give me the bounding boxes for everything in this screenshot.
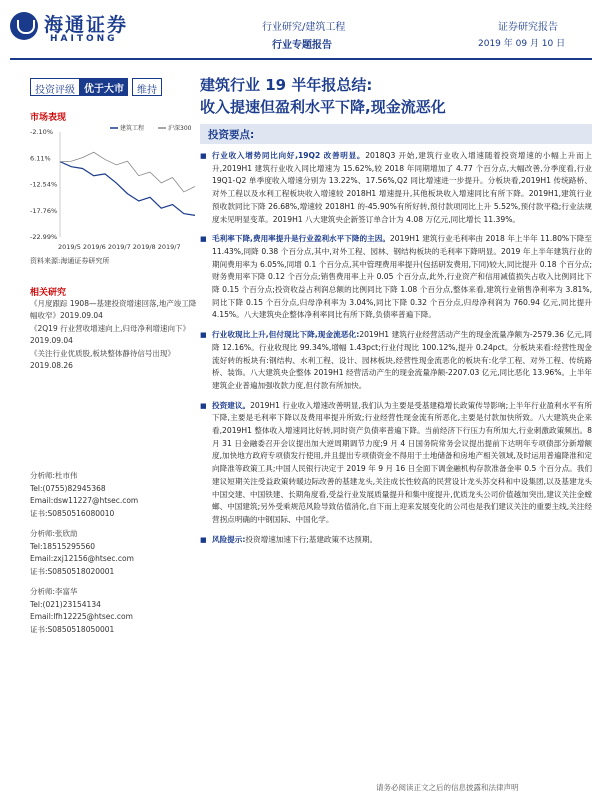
report-title-line2: 收入提速但盈利水平下降,现金流恶化 (200, 98, 446, 116)
report-category: 行业研究/建筑工程 (262, 22, 346, 33)
analyst-cert: 证书:S0850516080010 (30, 508, 115, 518)
analyst-email[interactable]: Email:zxj12156@htsec.com (30, 554, 134, 563)
keypoint-text: 2019H1 建筑行业毛利率由 2018 年上半年 11.80%下降至 11.43%,同降 0.38 个百分点,其中,对外工程、园林、钢结构板块的毛利率下降明显。2019 年上半年建筑行业的期间费用率为 6.05%,同增 0.1 个百分点,其中管理费用率提升(包括研发费用,下同)较大,同比提升 0.18 个百分点;财务费用率下降 0.12 个百分点;销售费用率上升 0.05 个百分点,此外,行业资产和信用减值损失占收入比例同比下降 0.15 个百分点;投资收益占利润总额的比例同比下降 1.08 个百分点,整体来看,建筑行业销售净利率为 3.81%,同比下降 0.15 个百分点,归母净利率为 3.04%,同比下降 0.32 个百分点,归母净利润为 760.94 亿元,同比提升 4.15%。八大建筑央企整体净利率同比有所下降,负债率普遍下降。 (212, 234, 592, 320)
x-tick-labels: 2019/5 2019/6 2019/7 2019/8 2019/7 (58, 243, 181, 251)
keypoint-paragraph (200, 329, 592, 393)
report-type: 证券研究报告 (498, 22, 558, 33)
analyst-list (30, 470, 200, 636)
y-tick-label: -12.54% (30, 180, 58, 189)
legend-label: 沪深300 (168, 125, 192, 132)
related-heading: 相关研究 (30, 288, 67, 298)
legend-label: 建筑工程 (120, 125, 145, 132)
keypoint-lead: 行业收入增势同比向好,19Q2 改善明显。 (212, 151, 366, 160)
report-subtype: 行业专题报告 (272, 40, 332, 51)
haitong-logo-icon (10, 12, 38, 40)
keypoint-paragraph (200, 233, 592, 322)
logo-en: HAITONG (50, 34, 118, 44)
y-tick-label: -2.10% (30, 128, 53, 136)
report-title-line1: 建筑行业 19 半年报总结: (200, 76, 373, 94)
related-item[interactable]: 《2Q19 行业营收增速向上,归母净利增速向下》2019.09.04 (30, 324, 190, 345)
analyst-email[interactable]: Email:dsw11227@htsec.com (30, 496, 139, 505)
header-divider (10, 58, 592, 60)
keypoint-text: 2018Q3 开始,建筑行业收入增速随着投资增速的小幅上升而上升,2019H1 建筑行业收入同比增速为 15.62%,较 2018 年同期增加了 4.77 个百分点,大幅改善,分季度看,行业 19Q1-Q2 单季度收入增速分别为 13.22%、17.56%,Q2 同比增速进一步提升。分板块看,2019H1 传统路桥、对外工程以及水利工程板块收入增速较 2018H1 增速提升,其他板块收入增速同比有所下降。2019H1,建筑行业预收款同比下降 26.68%,增速较 2018H1 的-45.90%有所好转,预付款项同比上升 5.52%,预付款平稳;行业法规度未见明显变革。2019H1 八大建筑央企新签订单合计为 4.08 万亿元,同比增长 11.39%。 (212, 151, 592, 224)
keypoint-lead: 投资建议。 (212, 400, 251, 410)
related-list (30, 298, 200, 371)
market-chart (30, 122, 200, 252)
analyst-name: 分析师:杜市伟 (30, 471, 78, 480)
keypoints-header (200, 124, 592, 144)
keypoint-text: 投资增速加速下行;基建政策不达预期。 (245, 534, 378, 544)
footer-disclaimer: 请务必阅读正文之后的信息披露和法律声明 (376, 783, 519, 792)
keypoint-paragraph (200, 400, 592, 527)
series-line-1 (60, 162, 195, 216)
rating-value: 优于大市 (80, 78, 128, 96)
keypoint-lead: 毛利率下降,费用率提升是行业盈利水平下降的主因。 (212, 234, 390, 244)
related-item[interactable]: 《关注行业优质股,板块整体静待信号出现》2019.08.26 (30, 349, 175, 370)
analyst-name: 分析师:李富华 (30, 587, 78, 596)
keypoint-lead: 风险提示: (212, 534, 246, 544)
keypoints-body (200, 150, 592, 553)
analyst-tel: Tel:(021)23154134 (30, 599, 101, 609)
y-tick-label: 6.11% (30, 154, 51, 163)
keypoint-lead: 行业收现比上升,但付现比下降,现金流恶化: (212, 330, 360, 340)
y-tick-label: -17.76% (30, 206, 58, 215)
keypoint-paragraph (200, 150, 592, 226)
analyst-name: 分析师:张欣劼 (30, 529, 78, 538)
y-tick-label: -22.99% (30, 233, 58, 241)
report-date: 2019 年 09 月 10 日 (478, 39, 566, 49)
analyst-email[interactable]: Email:lfh12225@htsec.com (30, 612, 133, 621)
logo-cn: 海通证券 (44, 14, 129, 36)
series-line-2 (60, 152, 195, 192)
rating-block (30, 78, 162, 96)
keypoint-text: 2019H1 行业收入增速改善明显,我们认为主要是受基建稳增长政策传导影响;上半年行业盈利水平有所下降,主要是毛利率下降以及费用率提升所致;行业经营性现金流有所恶化,主要是付款加快所致。八大建筑央企来看,2019H1 整体收入增速同比好转,同时资产负债率普遍下降。当前经济下行压力有所加大,行业刺激政策频出。8 月 31 日金融委召开会议提出加大逆周期调节力度;9 月 4 日国务院常务会议提出提前下达明年专项债部分新增额度,加快地方政府专项债发行使用,并且提出专项债资金不得用于土地储备和房地产相关领域,及时运用普遍降准和定向降准等政策工具;中国人民银行决定于 2019 年 9 月 16 日全面下调金融机构存款准备金率 0.5 个百分点。我们建议短期关注受益政策转暖边际改善的基建龙头,关注成长性较高的民营设计龙头苏交科和中设集团,以及基建龙头中国交建、中国铁建、长期角度看,受益行业发展质量提升和集中度提升,优质龙头公司价值越加突出,建议关注金螳螂、中国建筑;另外受乘规范风险导致估值消化,自下而上迎来发展变化的公司也是我们建议关注的重要主线,关注经营拐点明确的中钢国际、中国化学。 (212, 400, 592, 524)
analyst-cert: 证书:S0850518050001 (30, 624, 115, 634)
market-heading: 市场表现 (30, 113, 67, 123)
analyst-tel: Tel:(0755)82945368 (30, 483, 106, 493)
rating-change: 维持 (132, 78, 162, 96)
related-item[interactable]: 《月度跟踪 1908—基建投资增速回落,地产竣工降幅收窄》2019.09.04 (30, 299, 197, 320)
chart-source: 资料来源:海通证券研究所 (30, 257, 110, 265)
keypoint-paragraph (200, 534, 592, 547)
analyst-tel: Tel:18515295560 (30, 541, 96, 551)
keypoints-heading: 投资要点: (208, 129, 255, 141)
analyst-cert: 证书:S0850518020001 (30, 566, 115, 576)
rating-label: 投资评级 (30, 78, 80, 96)
keypoint-text: 2019H1 建筑行业经营活动产生的现金流量净额为-2579.36 亿元,同降 12.16%。行业收现比 99.34%,增幅 1.43pct;行业付现比 100.12%,提升 0.24pct。分板块来看:经营性现金流好转的板块有:钢结构、水利工程、设计、园林板块,经营性现金流恶化的板块有:化学工程、对外工程、传统路桥、装饰。八大建筑央企整体 2019H1 经营活动产生的现金流量净额-2207.03 亿元,同比恶化 13.96%。上半年建筑企业普遍加强收款力度,但付款有所加快。 (212, 330, 592, 390)
